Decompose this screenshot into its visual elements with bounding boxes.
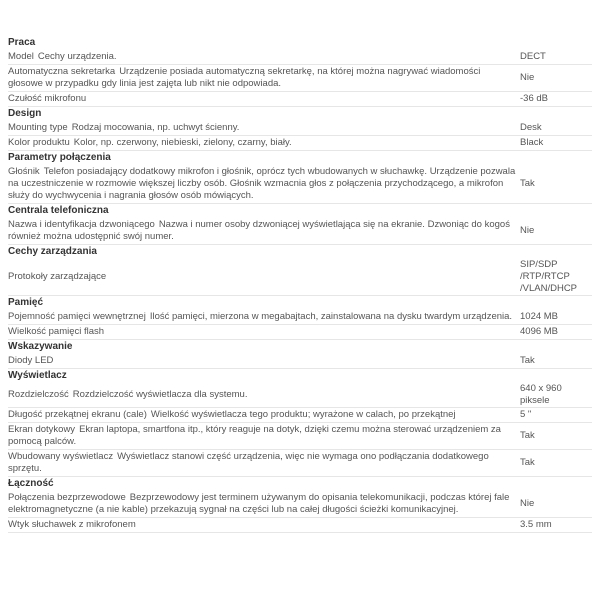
spec-row	[8, 518, 592, 533]
spec-description: Rozdzielczość wyświetlacza dla systemu.	[72, 389, 248, 400]
spec-description: Nazwa i numer osoby dzwoniącej wyświetlająca się na ekranie. Dzwoniąc do kogoś również można udostępnić swój numer.	[8, 219, 510, 242]
spec-label	[8, 450, 516, 476]
spec-value: Tak	[520, 355, 535, 366]
spec-key: Kolor produktu	[8, 137, 70, 148]
section-title: Pamięć	[8, 297, 44, 308]
spec-label	[8, 310, 516, 324]
spec-row	[8, 92, 592, 107]
spec-row	[8, 121, 592, 136]
spec-value: Tak	[520, 178, 535, 189]
spec-description: Cechy urządzenia.	[37, 51, 117, 62]
spec-value: 1024 MB	[520, 311, 559, 322]
spec-table	[8, 36, 592, 533]
spec-value: Desk	[520, 122, 542, 133]
spec-description: Rodzaj mocowania, np. uchwyt ścienny.	[71, 122, 240, 133]
spec-row	[8, 136, 592, 151]
spec-label	[8, 423, 516, 449]
section-title: Centrala telefoniczna	[8, 205, 109, 216]
spec-row	[8, 450, 592, 477]
spec-label	[8, 121, 516, 135]
section-title: Design	[8, 108, 42, 119]
spec-label	[8, 408, 516, 422]
spec-row	[8, 218, 592, 245]
spec-key: Połączenia bezprzewodowe	[8, 492, 126, 503]
spec-value: Nie	[520, 72, 535, 83]
spec-label	[8, 518, 516, 532]
spec-value: Nie	[520, 225, 535, 236]
spec-description: Wyświetlacz stanowi część urządzenia, więc nie wymaga ono podłączania dodatkowego sprzętu.	[8, 451, 489, 474]
spec-label	[8, 136, 516, 150]
spec-value: Tak	[520, 430, 535, 441]
spec-key: Nazwa i identyfikacja dzwoniącego	[8, 219, 155, 230]
spec-row	[8, 325, 592, 340]
section-title: Parametry połączenia	[8, 152, 111, 163]
spec-label	[8, 165, 516, 203]
spec-row	[8, 354, 592, 369]
section-title: Wyświetlacz	[8, 370, 67, 381]
spec-description: Urządzenie posiada automatyczną sekretarkę, na której można nagrywać wiadomości głosowe w przypadku gdy linia jest zajęta lub nikt nie odpowiada.	[8, 66, 481, 89]
section-title: Praca	[8, 37, 36, 48]
spec-row	[8, 50, 592, 65]
spec-value: DECT	[520, 51, 546, 62]
spec-key: Mounting type	[8, 122, 68, 133]
spec-description: Wielkość wyświetlacza tego produktu; wyrażone w calach, po przekątnej	[150, 409, 456, 420]
spec-description: Bezprzewodowy jest terminem używanym do opisania telekomunikacji, podczas której fale elektromagnetyczne (a nie kable) przekazują sygnał na części lub na całej długości ścieżki komunikacyjnej.	[8, 492, 510, 515]
spec-value: 640 x 960 piksele	[520, 383, 562, 406]
spec-key: Wielkość pamięci flash	[8, 326, 105, 337]
spec-label	[8, 65, 516, 91]
spec-value: SIP/SDP /RTP/RTCP /VLAN/DHCP	[520, 259, 578, 294]
spec-key: Wtyk słuchawek z mikrofonem	[8, 519, 136, 530]
spec-row	[8, 165, 592, 204]
section-title: Łączność	[8, 478, 54, 489]
spec-key: Ekran dotykowy	[8, 424, 76, 435]
spec-value: 4096 MB	[520, 326, 559, 337]
section-title: Cechy zarządzania	[8, 246, 97, 257]
spec-key: Czułość mikrofonu	[8, 93, 87, 104]
spec-row	[8, 259, 592, 296]
spec-label	[8, 325, 516, 339]
spec-value: Tak	[520, 457, 535, 468]
spec-value: Nie	[520, 498, 535, 509]
spec-row	[8, 310, 592, 325]
spec-description: Kolor, np. czerwony, niebieski, zielony, czarny, biały.	[73, 137, 292, 148]
spec-key: Rozdzielczość	[8, 389, 69, 400]
spec-label	[8, 388, 516, 402]
section-title: Wskazywanie	[8, 341, 73, 352]
spec-key: Głośnik	[8, 166, 40, 177]
spec-key: Diody LED	[8, 355, 54, 366]
spec-value: -36 dB	[520, 93, 548, 104]
spec-row	[8, 383, 592, 408]
spec-value: 3.5 mm	[520, 519, 552, 530]
spec-description: Telefon posiadający dodatkowy mikrofon i głośnik, oprócz tych wbudowanych w słuchawkę. Urządzenie pozwala na uczestniczenie w rozmowie większej liczby osób. Głośnik wzmacnia głos z połączenia przychodzącego, a mikrofon służy do wychwycenia i nagrania głosów osób mówiących.	[8, 166, 516, 201]
spec-description: Ekran laptopa, smartfona itp., który reaguje na dotyk, dzięki czemu można sterować urządzeniem za pomocą palców.	[8, 424, 501, 447]
spec-row	[8, 408, 592, 423]
spec-label	[8, 270, 516, 284]
spec-label	[8, 218, 516, 244]
spec-row	[8, 65, 592, 92]
spec-value: Black	[520, 137, 544, 148]
spec-key: Pojemność pamięci wewnętrznej	[8, 311, 146, 322]
spec-label	[8, 50, 516, 64]
spec-key: Wbudowany wyświetlacz	[8, 451, 114, 462]
spec-label	[8, 491, 516, 517]
spec-key: Protokoły zarządzające	[8, 271, 107, 282]
spec-value: 5 "	[520, 409, 532, 420]
spec-key: Długość przekątnej ekranu (cale)	[8, 409, 147, 420]
spec-label	[8, 92, 516, 106]
spec-row	[8, 423, 592, 450]
spec-key: Automatyczna sekretarka	[8, 66, 116, 77]
spec-description: Ilość pamięci, mierzona w megabajtach, zainstalowana na dysku twardym urządzenia.	[149, 311, 513, 322]
spec-label	[8, 354, 516, 368]
spec-row	[8, 491, 592, 518]
spec-key: Model	[8, 51, 34, 62]
